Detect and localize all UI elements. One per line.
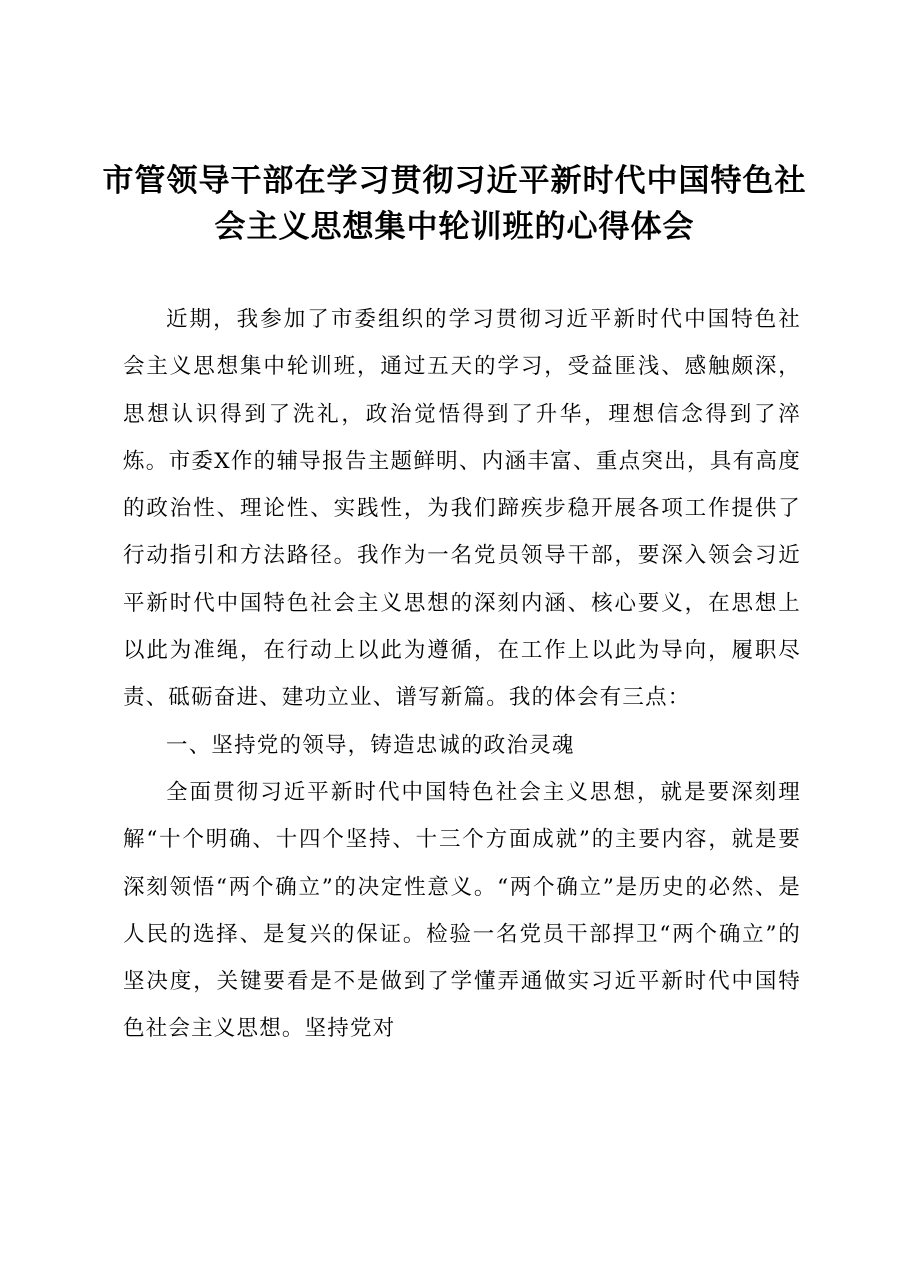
paragraph-section-1: 全面贯彻习近平新时代中国特色社会主义思想，就是要深刻理解“十个明确、十四个坚持、十三个方面成就”的主要内容，就是要深刻领悟“两个确立”的决定性意义。“两个确立”是历史的必然、是人民的选择、是复兴的保证。检验一名党员干部捍卫“两个确立”的坚决度，关键要看是不是做到了学懂弄通做实习近平新时代中国特色社会主义思想。坚持党对 — [123, 779, 801, 1042]
paragraph-intro: 近期，我参加了市委组织的学习贯彻习近平新时代中国特色社会主义思想集中轮训班，通过五天的学习，受益匪浅、感触颇深，思想认识得到了洗礼，政治觉悟得到了升华，理想信念得到了淬炼。市委X作的辅导报告主题鲜明、内涵丰富、重点突出，具有高度的政治性、理论性、实践性，为我们蹄疾步稳开展各项工作提供了行动指引和方法路径。我作为一名党员领导干部，要深入领会习近平新时代中国特色社会主义思想的深刻内涵、核心要义，在思想上以此为准绳，在行动上以此为遵循，在工作上以此为导向，履职尽责、砥砺奋进、建功立业、谱写新篇。我的体会有三点： — [123, 307, 801, 711]
document-body — [123, 296, 801, 1053]
section-heading-1: 一、坚持党的领导，铸造忠诚的政治灵魂 — [166, 732, 575, 758]
document-title: 市管领导干部在学习贯彻习近平新时代中国特色社会主义思想集中轮训班的心得体会 — [102, 163, 807, 245]
